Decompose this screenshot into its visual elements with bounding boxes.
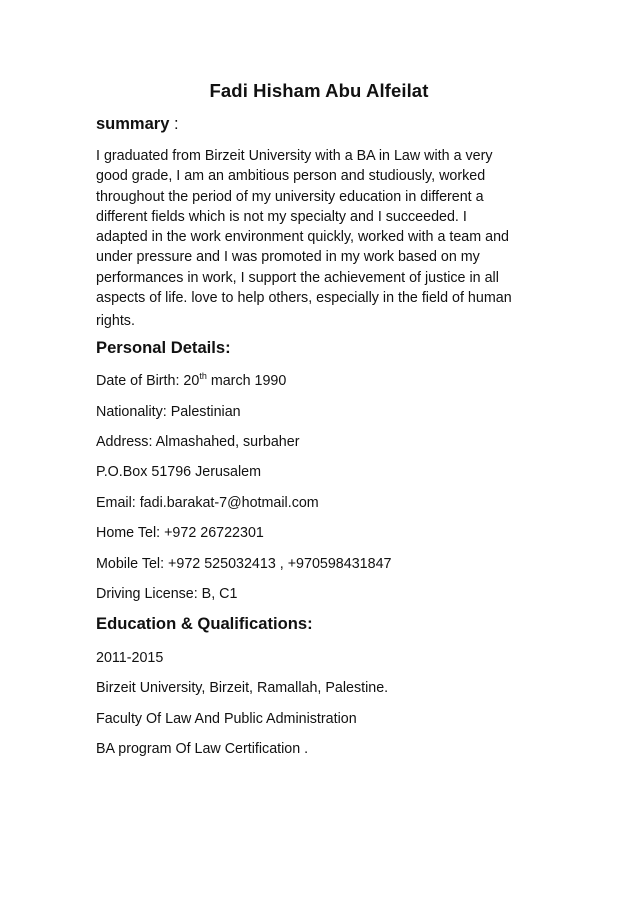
personal-details-heading: Personal Details: (96, 338, 231, 357)
date-of-birth-day: 20 (183, 373, 200, 389)
summary-line: good grade, I am an ambitious person and studiously, worked (96, 168, 486, 185)
email: Email: fadi.barakat-7@hotmail.com (96, 495, 319, 511)
date-of-birth (96, 372, 286, 390)
summary-heading-label: summary (96, 115, 170, 133)
date-of-birth-label: Date of Birth: (96, 373, 184, 389)
education-years: 2011-2015 (96, 650, 164, 666)
summary-line: different fields which is not my specialty and I succeeded. I (96, 208, 467, 225)
home-tel: Home Tel: +972 26722301 (96, 525, 264, 541)
driving-license: Driving License: B, C1 (96, 586, 238, 602)
mobile-tel: Mobile Tel: +972 525032413 , +970598431847 (96, 556, 392, 572)
summary-line: rights. (96, 313, 135, 330)
education-university: Birzeit University, Birzeit, Ramallah, Palestine. (96, 680, 389, 696)
candidate-name: Fadi Hisham Abu Alfeilat (209, 80, 429, 101)
summary-line: throughout the period of my university education in different a (96, 188, 484, 205)
summary-line: aspects of life. love to help others, especially in the field of human (96, 290, 512, 307)
summary-line: under pressure and I was promoted in my work based on my (96, 249, 480, 266)
summary-heading-colon: : (169, 115, 179, 133)
date-of-birth-rest: march 1990 (206, 373, 287, 389)
nationality: Nationality: Palestinian (96, 404, 241, 420)
education-faculty: Faculty Of Law And Public Administration (96, 711, 357, 727)
summary-paragraph (96, 146, 541, 332)
education-heading: Education & Qualifications: (96, 614, 313, 633)
address: Address: Almashahed, surbaher (96, 434, 300, 450)
summary-line: adapted in the work environment quickly, worked with a team and (96, 229, 509, 246)
date-of-birth-ordinal: th (199, 371, 207, 381)
summary-line: performances in work, I support the achievement of justice in all (96, 269, 499, 286)
summary-line: I graduated from Birzeit University with a BA in Law with a very (96, 148, 493, 164)
summary-heading (96, 113, 179, 135)
po-box: P.O.Box 51796 Jerusalem (96, 464, 262, 480)
education-program: BA program Of Law Certification . (96, 741, 309, 757)
